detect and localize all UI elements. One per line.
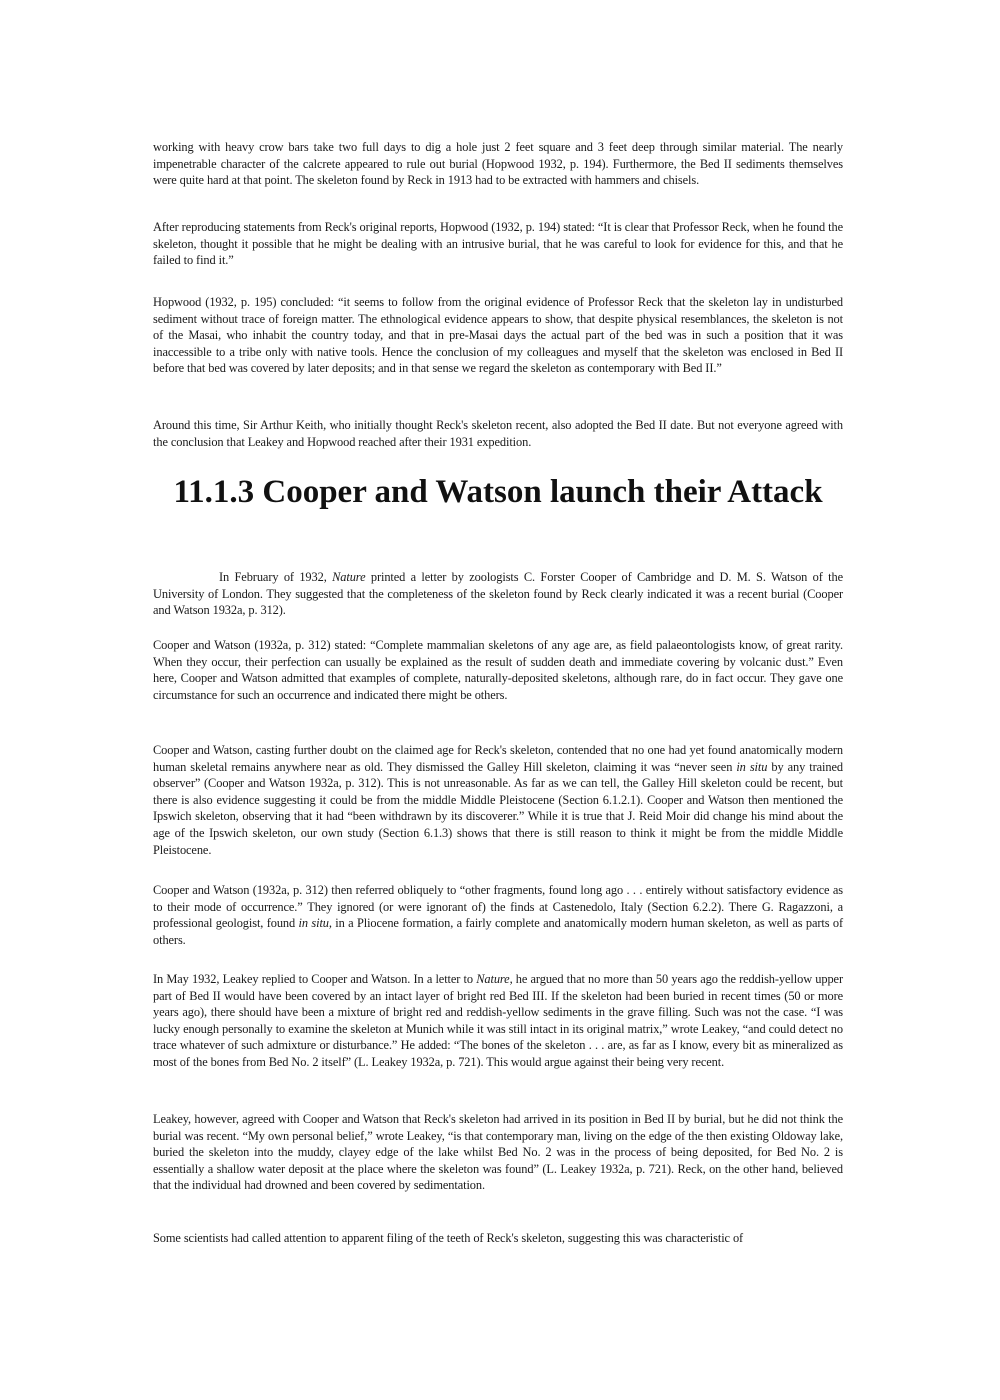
paragraph-galley-hill — [153, 742, 843, 858]
text-run: Cooper and Watson (1932a, p. 312) then referred obliquely to “other fragments, found long ago . . . entirely without satisfactory evidence as to their mode of occurrence.” They ignored (or were ignorant of) the finds at Castenedolo, Italy (Section 6.2.2). There G. Ragazzoni, a professional geologist, found — [153, 883, 843, 931]
italic-journal-title: Nature — [332, 570, 366, 584]
paragraph-leakey-burial-belief: Leakey, however, agreed with Cooper and Watson that Reck's skeleton had arrived in its position in Bed II by burial, but he did not think the burial was recent. “My own personal belief,” wrote Leakey, “is that contemporary man, living on the edge of the then existing Oldoway lake, buried the skeleton into the muddy, clayey edge of the lake whilst Bed No. 2 was in the process of being deposited, for Bed No. 2 is essentially a shallow water deposit at the place where the skeleton was found” (L. Leakey 1932a, p. 721). Reck, on the other hand, believed that the individual had drowned and been covered by sedimentation. — [153, 1112, 843, 1193]
italic-term: in situ — [736, 759, 768, 774]
text-run: In February of 1932, — [219, 570, 333, 584]
text-run: printed a letter by zoologists C. Forster Cooper of Cambridge and D. M. S. Watson of the University of London. They suggested that the completeness of the skeleton found by Reck clearly indicated it was a recent burial (Cooper and Watson 1932a, p. 312). — [153, 570, 843, 618]
paragraph-castenedolo — [153, 882, 843, 948]
section-heading: 11.1.3 Cooper and Watson launch their Attack — [173, 474, 823, 510]
paragraph-hopwood-conclusion: Hopwood (1932, p. 195) concluded: “it seems to follow from the original evidence of Professor Reck that the skeleton lay in undisturbed sediment without trace of foreign matter. The ethnological evidence appears to show, that despite physical resemblances, the skeleton is not of the Masai, who inhabit the country today, and that in pre-Masai days the actual part of the bed was in such a position that it was inaccessible to a tribe only with native tools. Hence the conclusion of my colleagues and myself that the skeleton was enclosed in Bed II before that bed was covered by later deposits; and in that sense we regard the skeleton as contemporary with Bed II.” — [153, 295, 843, 376]
italic-journal-title: Nature, — [476, 972, 513, 986]
paragraph-hopwood-reck-statement: After reproducing statements from Reck's original reports, Hopwood (1932, p. 194) stated: “It is clear that Professor Reck, when he found the skeleton, thought it possible that he might be dealing with an intrusive burial, that he was careful to look for evidence for this, and that he failed to find it.” — [153, 220, 843, 268]
paragraph-complete-skeletons: Cooper and Watson (1932a, p. 312) stated: “Complete mammalian skeletons of any age are, as field palaeontologists know, of great rarity. When they occur, their perfection can usually be explained as the result of sudden death and immediate covering by volcanic dust.” Even here, Cooper and Watson admitted that examples of complete, naturally-deposited skeletons, although rare, do in fact occur. They gave one circumstance for such an occurrence and indicated there might be others. — [153, 638, 843, 702]
paragraph-leakey-reply — [153, 971, 843, 1071]
italic-term: in situ, — [298, 916, 332, 931]
paragraph-keith: Around this time, Sir Arthur Keith, who initially thought Reck's skeleton recent, also adopted the Bed II date. But not everyone agreed with the conclusion that Leakey and Hopwood reached after their 1931 expedition. — [153, 418, 843, 449]
paragraph-nature-letter — [153, 569, 843, 619]
text-run: Cooper and Watson, casting further doubt on the claimed age for Reck's skeleton, contended that no one had yet found anatomically modern human skeletal remains anywhere near as old. They dismissed the Galley Hill skeleton, claiming it was “never seen — [153, 743, 843, 774]
paragraph-calcrete: working with heavy crow bars take two full days to dig a hole just 2 feet square and 3 feet deep through similar material. The nearly impenetrable character of the calcrete appeared to rule out burial (Hopwood 1932, p. 194). Furthermore, the Bed II sediments themselves were quite hard at that point. The skeleton found by Reck in 1913 had to be extracted with hammers and chisels. — [153, 140, 843, 188]
text-run: by any trained observer” (Cooper and Watson 1932a, p. 312). This is not unreasonable. As far as we can tell, the Galley Hill skeleton could be recent, but there is also evidence suggesting it could be from the middle Middle Pleistocene (Section 6.1.2.1). Cooper and Watson then mentioned the Ipswich skeleton, observing that it had “been withdrawn by its discoverer.” While it is true that J. Reid Moir did change his mind about the age of the Ipswich skeleton, our own study (Section 6.1.3) shows that there is still reason to think it might be from the middle Middle Pleistocene. — [153, 759, 843, 857]
text-run: In May 1932, Leakey replied to Cooper and Watson. In a letter to — [153, 972, 477, 986]
text-run: he argued that no more than 50 years ago the reddish-yellow upper part of Bed II would have been covered by an intact layer of bright red Bed III. If the skeleton had been buried in recent times (50 or more years ago), there should have been a mixture of bright red and reddish-yellow sediments in the grave filling. Such was not the case. “I was lucky enough personally to examine the skeleton at Munich while it was still intact in its original matrix,” wrote Leakey, “and could detect no trace whatever of such admixture or disturbance.” He added: “The bones of the skeleton . . . are, as far as I know, every bit as mineralized as most of the bones from Bed No. 2 itself” (L. Leakey 1932a, p. 721). This would argue against their being very recent. — [153, 972, 843, 1069]
paragraph-teeth-filing: Some scientists had called attention to apparent filing of the teeth of Reck's skeleton, suggesting this was characteristic of — [153, 1231, 744, 1245]
text-run: in a Pliocene formation, a fairly complete and anatomically modern human skeleton, as well as parts of others. — [153, 916, 843, 947]
